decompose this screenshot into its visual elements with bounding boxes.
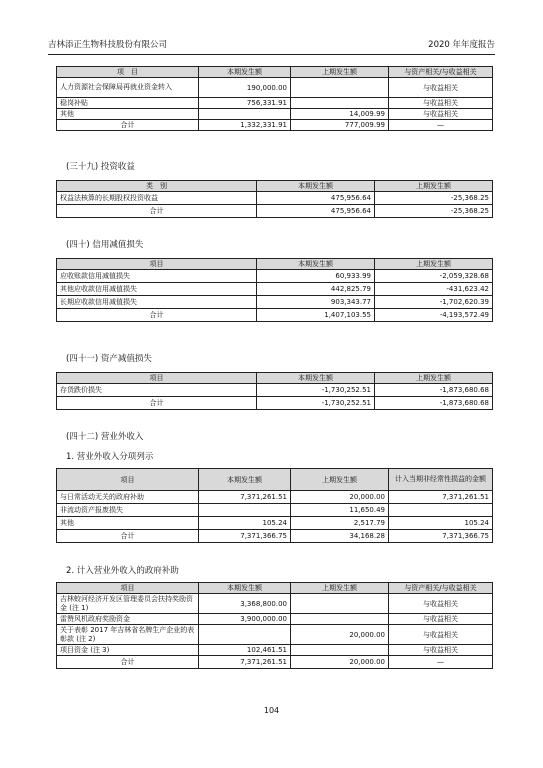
section-title: (四十) 信用减值损失 [66, 240, 144, 250]
gov-subsidy-table [56, 66, 493, 131]
section-title: (四十一) 资产减值损失 [66, 354, 152, 364]
total-row [57, 656, 493, 669]
page-header [48, 38, 495, 55]
row-label: 长期应收款信用减值损失 [57, 296, 257, 309]
gov-subsidy-income-table [56, 582, 493, 669]
cell: 7,371,261.51 [199, 491, 291, 504]
cell: 与收益相关 [389, 98, 493, 109]
table-row [57, 270, 493, 283]
cell: -25,368.25 [375, 205, 493, 218]
table-row [57, 625, 493, 645]
row-label: 稳岗补贴 [57, 98, 199, 109]
row-label: 应收账款信用减值损失 [57, 270, 257, 283]
col-header: 类 别 [57, 181, 257, 192]
row-label: 项目资金 (注 3) [57, 645, 199, 656]
cell: 7,371,261.51 [389, 491, 493, 504]
section-title: (三十九) 投资收益 [66, 162, 135, 172]
total-row [57, 309, 493, 322]
col-header: 项目 [57, 469, 199, 491]
col-header: 项 目 [57, 67, 199, 78]
cell: 777,009.99 [291, 120, 389, 131]
table-row [57, 78, 493, 98]
row-label: 吉林蛟河经济开发区管理委员会扶持奖励资金 (注 1) [57, 594, 199, 614]
cell: 2,517.79 [291, 517, 389, 530]
cell: -431,623.42 [375, 283, 493, 296]
row-label: 存货跌价损失 [57, 384, 257, 397]
row-label: 雷赞风机政府奖励资金 [57, 614, 199, 625]
credit-impairment-table [56, 258, 493, 322]
cell: 60,933.99 [257, 270, 375, 283]
total-row [57, 530, 493, 543]
table-row [57, 384, 493, 397]
row-label: 人力资源社会保障局再就业资金转入 [57, 78, 199, 98]
total-row [57, 120, 493, 131]
section-title: (四十二) 营业外收入 [66, 432, 144, 442]
cell: 105.24 [199, 517, 291, 530]
cell: 3,900,000.00 [199, 614, 291, 625]
col-header: 与资产相关/与收益相关 [389, 67, 493, 78]
cell: — [389, 120, 493, 131]
cell: 与收益相关 [389, 645, 493, 656]
cell: 34,168.28 [291, 530, 389, 543]
cell: 903,343.77 [257, 296, 375, 309]
cell: 与收益相关 [389, 625, 493, 645]
cell: 与收益相关 [389, 78, 493, 98]
col-header: 项目 [57, 373, 257, 384]
cell: 475,956.64 [257, 192, 375, 205]
cell: 与收益相关 [389, 594, 493, 614]
cell: -1,873,680.68 [375, 384, 493, 397]
cell: 20,000.00 [291, 491, 389, 504]
subsection-title: 1. 营业外收入分项列示 [66, 452, 154, 462]
row-label: 合计 [57, 397, 257, 410]
cell [199, 625, 291, 645]
cell: -25,368.25 [375, 192, 493, 205]
cell: 442,825.79 [257, 283, 375, 296]
col-header: 上期发生额 [375, 181, 493, 192]
table-row [57, 504, 493, 517]
report-title: 2020 年年度报告 [428, 40, 495, 50]
cell [291, 645, 389, 656]
col-header: 项目 [57, 583, 199, 594]
cell: 20,000.00 [291, 656, 389, 669]
cell: 190,000.00 [199, 78, 291, 98]
col-header: 上期发生额 [375, 259, 493, 270]
cell: 14,009.99 [291, 109, 389, 120]
row-label: 其他应收款信用减值损失 [57, 283, 257, 296]
row-label: 其他 [57, 517, 199, 530]
col-header: 上期发生额 [291, 67, 389, 78]
page-number: 104 [263, 706, 280, 715]
cell: 102,461.51 [199, 645, 291, 656]
col-header: 本期发生额 [257, 259, 375, 270]
table-row [57, 517, 493, 530]
cell [389, 504, 493, 517]
col-header: 本期发生额 [257, 373, 375, 384]
cell: 与收益相关 [389, 109, 493, 120]
col-header: 上期发生额 [375, 373, 493, 384]
col-header: 本期发生额 [199, 67, 291, 78]
cell [199, 504, 291, 517]
table-row [57, 283, 493, 296]
col-header: 本期发生额 [199, 469, 291, 491]
col-header: 计入当期非经常性损益的金额 [389, 469, 493, 491]
cell: 7,371,366.75 [199, 530, 291, 543]
cell: -2,059,328.68 [375, 270, 493, 283]
cell: -1,730,252.51 [257, 397, 375, 410]
table-row [57, 594, 493, 614]
asset-impairment-table [56, 372, 493, 410]
cell: -1,730,252.51 [257, 384, 375, 397]
table-row [57, 192, 493, 205]
investment-income-table [56, 180, 493, 218]
cell [291, 78, 389, 98]
table-row [57, 491, 493, 504]
cell: 1,407,103.55 [257, 309, 375, 322]
cell [291, 614, 389, 625]
col-header: 上期发生额 [291, 583, 389, 594]
row-label: 合计 [57, 656, 199, 669]
row-label: 权益法核算的长期股权投资收益 [57, 192, 257, 205]
table-row [57, 645, 493, 656]
table-row [57, 109, 493, 120]
row-label: 合计 [57, 120, 199, 131]
cell: 7,371,261.51 [199, 656, 291, 669]
cell [291, 594, 389, 614]
cell: -1,873,680.68 [375, 397, 493, 410]
cell: 105.24 [389, 517, 493, 530]
total-row [57, 397, 493, 410]
cell: 7,371,366.75 [389, 530, 493, 543]
row-label: 合计 [57, 530, 199, 543]
cell [199, 109, 291, 120]
cell: -4,193,572.49 [375, 309, 493, 322]
col-header: 本期发生额 [257, 181, 375, 192]
col-header: 项目 [57, 259, 257, 270]
col-header: 与资产相关/与收益相关 [389, 583, 493, 594]
row-label: 其他 [57, 109, 199, 120]
col-header: 本期发生额 [199, 583, 291, 594]
row-label: 与日常活动无关的政府补助 [57, 491, 199, 504]
cell: -1,702,620.39 [375, 296, 493, 309]
row-label: 关于表彰 2017 年吉林省名牌生产企业的表彰款 (注 2) [57, 625, 199, 645]
table-row [57, 614, 493, 625]
table-row [57, 98, 493, 109]
total-row [57, 205, 493, 218]
row-label: 合计 [57, 309, 257, 322]
col-header: 上期发生额 [291, 469, 389, 491]
cell: 11,650.49 [291, 504, 389, 517]
cell: 756,331.91 [199, 98, 291, 109]
table-row [57, 296, 493, 309]
cell: — [389, 656, 493, 669]
cell: 与收益相关 [389, 614, 493, 625]
cell: 3,368,800.00 [199, 594, 291, 614]
company-name: 吉林添正生物科技股份有限公司 [48, 40, 168, 50]
non-operating-income-table [56, 468, 493, 543]
cell: 1,332,331.91 [199, 120, 291, 131]
table-header-row [57, 67, 493, 78]
cell: 475,956.64 [257, 205, 375, 218]
cell [291, 98, 389, 109]
subsection-title: 2. 计入营业外收入的政府补助 [66, 566, 179, 576]
row-label: 合计 [57, 205, 257, 218]
row-label: 非流动资产报废损失 [57, 504, 199, 517]
cell: 20,000.00 [291, 625, 389, 645]
